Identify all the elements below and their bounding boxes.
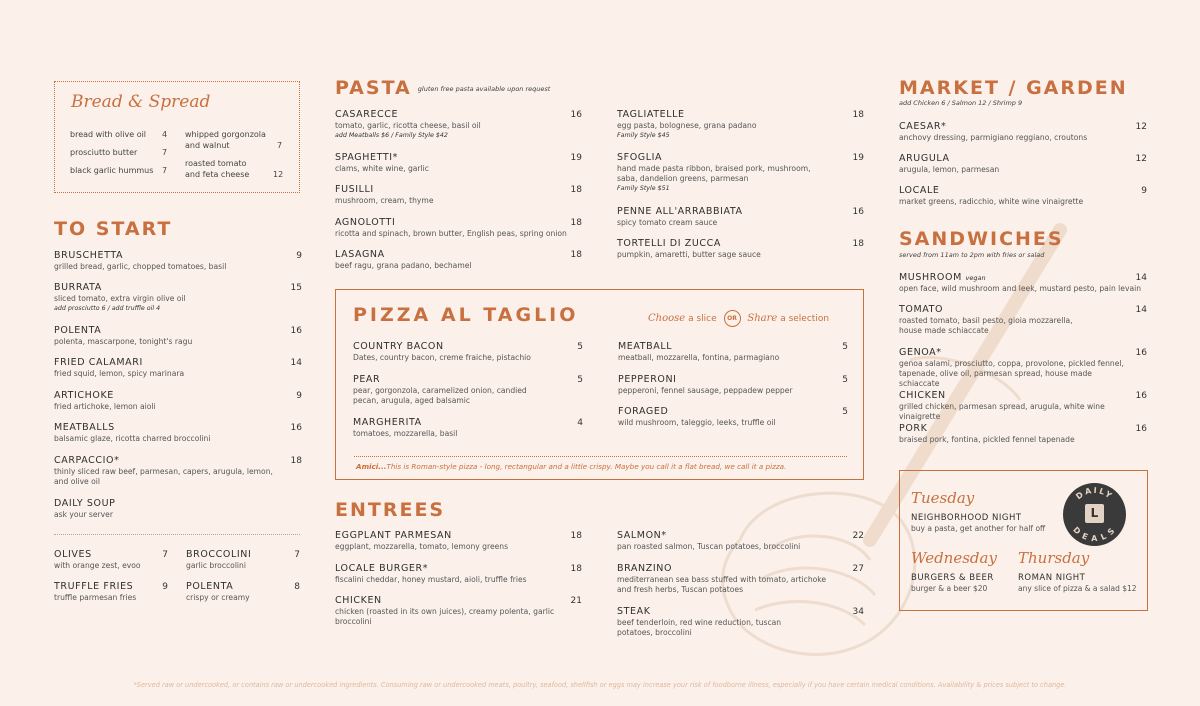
bread-item-name: prosciutto butter <box>70 148 138 157</box>
menu-item <box>54 357 302 379</box>
item-name: GENOA* <box>899 347 942 358</box>
item-desc: braised pork, fontina, pickled fennel tapenade <box>899 435 1075 444</box>
item-name: POLENTA <box>186 581 234 592</box>
tuesday-deal-name: NEIGHBORHOOD NIGHT <box>911 513 1022 523</box>
item-name: FRIED CALAMARI <box>54 357 143 368</box>
item-name: MEATBALL <box>618 341 673 352</box>
pizza-title: PIZZA AL TAGLIO <box>353 304 579 326</box>
item-desc: eggplant, mozzarella, tomato, lemony greens <box>335 542 509 551</box>
item-price: 15 <box>290 283 302 293</box>
menu-item <box>54 581 168 603</box>
item-desc: tomato, garlic, ricotta cheese, basil oil <box>335 121 481 130</box>
bread-item-price: 7 <box>162 166 168 175</box>
item-name: CHICKEN <box>899 390 946 401</box>
item-name: BRUSCHETTA <box>54 250 124 261</box>
item-price: 16 <box>852 207 864 217</box>
item-price: 16 <box>1135 391 1147 401</box>
item-name: CARPACCIO* <box>54 455 120 466</box>
pizza-footnote-text: This is Roman-style pizza - long, rectangular and a little crispy. Maybe you call it a flat bread, we call it a pizza. <box>386 462 787 471</box>
item-desc: truffle parmesan fries <box>54 593 137 602</box>
pizza-footnote <box>356 462 786 471</box>
item-price: 5 <box>577 375 583 385</box>
pizza-footnote-lead: Amici... <box>356 462 387 471</box>
item-price: 19 <box>852 153 864 163</box>
item-price: 27 <box>852 564 864 574</box>
item-name: MEATBALLS <box>54 422 115 433</box>
item-desc: pear, gorgonzola, caramelized onion, candied pecan, arugula, aged balsamic <box>353 386 527 405</box>
item-name: SALMON* <box>617 530 667 541</box>
item-desc: genoa salami, prosciutto, coppa, provolone, pickled fennel, tapenade, olive oil, parmesan spread, house made schiaccate <box>899 359 1124 388</box>
menu-item <box>617 606 864 638</box>
item-desc: wild mushroom, taleggio, leeks, truffle oil <box>618 418 776 427</box>
tuesday-deal-desc: buy a pasta, get another for half off <box>911 524 1046 533</box>
item-desc: balsamic glaze, ricotta charred broccolini <box>54 434 211 443</box>
menu-item <box>335 217 582 239</box>
bread-item-name: whipped gorgonzola <box>185 130 266 139</box>
item-name: FORAGED <box>618 406 669 417</box>
item-price: 16 <box>1135 348 1147 358</box>
tuesday-label: Tuesday <box>911 489 975 507</box>
menu-item <box>335 152 582 174</box>
item-name: SFOGLIA <box>617 152 663 163</box>
menu-item <box>353 374 583 406</box>
wednesday-deal-name: BURGERS & BEER <box>911 573 994 583</box>
menu-item <box>54 498 302 520</box>
item-desc: fiscalini cheddar, honey mustard, aioli, truffle fries <box>335 575 527 584</box>
pizza-divider <box>354 456 847 457</box>
item-desc: grilled bread, garlic, chopped tomatoes, basil <box>54 262 227 271</box>
item-price: 16 <box>1135 424 1147 434</box>
item-name: TORTELLI DI ZUCCA <box>617 238 721 249</box>
item-price: 14 <box>1135 273 1147 283</box>
daily-deals-badge <box>1063 483 1126 546</box>
item-desc: pan roasted salmon, Tuscan potatoes, broccolini <box>617 542 801 551</box>
menu-item <box>54 390 302 412</box>
menu-item <box>899 423 1147 445</box>
menu-item <box>353 341 583 363</box>
item-name: COUNTRY BACON <box>353 341 444 352</box>
badge-top-text: DAILY <box>1074 485 1115 502</box>
item-price: 8 <box>294 582 300 592</box>
bread-item-price: 12 <box>273 170 284 179</box>
item-price: 22 <box>852 531 864 541</box>
item-price: 16 <box>290 326 302 336</box>
item-name: AGNOLOTTI <box>335 217 396 228</box>
pizza-box <box>335 289 864 480</box>
pasta-note: gluten free pasta available upon request <box>417 84 551 93</box>
item-desc: beef ragu, grana padano, bechamel <box>335 261 472 270</box>
menu-item <box>335 595 582 627</box>
item-desc: meatball, mozzarella, fontina, parmagiano <box>618 353 780 362</box>
item-name: FUSILLI <box>335 184 374 195</box>
item-name: CAESAR* <box>899 121 947 132</box>
item-name: LOCALE <box>899 185 940 196</box>
item-price: 5 <box>842 407 848 417</box>
bread-item-name: and walnut <box>185 141 230 150</box>
item-desc: Dates, country bacon, creme fraiche, pistachio <box>353 353 531 362</box>
item-desc: fried artichoke, lemon aioli <box>54 402 156 411</box>
menu-item <box>618 406 848 428</box>
menu-item <box>617 530 864 552</box>
item-price: 12 <box>1135 154 1147 164</box>
item-name: BURRATA <box>54 282 102 293</box>
vegan-tag: vegan <box>965 274 986 282</box>
item-name: PORK <box>899 423 928 434</box>
menu-item <box>899 121 1147 143</box>
item-name: LOCALE BURGER* <box>335 563 429 574</box>
item-name: EGGPLANT PARMESAN <box>335 530 452 541</box>
item-desc: clams, white wine, garlic <box>335 164 429 173</box>
item-name: POLENTA <box>54 325 102 336</box>
item-name: BROCCOLINI <box>186 549 252 560</box>
item-name: PENNE ALL'ARRABBIATA <box>617 206 743 217</box>
menu-item <box>899 304 1147 336</box>
menu-item <box>335 530 582 552</box>
item-desc: pumpkin, amaretti, butter sage sauce <box>617 250 761 259</box>
item-name: LASAGNA <box>335 249 385 260</box>
item-price: 18 <box>852 110 864 120</box>
item-note: Family Style $45 <box>617 132 670 139</box>
menu-item <box>335 563 582 585</box>
menu-item <box>335 249 582 271</box>
item-desc: garlic broccolini <box>186 561 246 570</box>
item-note: Family Style $51 <box>617 185 670 192</box>
item-desc: spicy tomato cream sauce <box>617 218 718 227</box>
item-name: ARUGULA <box>899 153 950 164</box>
choose-word: Choose <box>648 313 686 324</box>
or-badge: OR <box>724 310 741 327</box>
menu-item <box>617 206 864 228</box>
item-price: 34 <box>852 607 864 617</box>
item-desc: fried squid, lemon, spicy marinara <box>54 369 185 378</box>
item-name: TAGLIATELLE <box>617 109 685 120</box>
item-desc: with orange zest, evoo <box>54 561 141 570</box>
item-desc: polenta, mascarpone, tonight's ragu <box>54 337 193 346</box>
item-price: 18 <box>290 456 302 466</box>
menu-item <box>54 250 302 272</box>
badge-letter: L <box>1085 504 1104 523</box>
item-desc: arugula, lemon, parmesan <box>899 165 1000 174</box>
menu-item <box>617 152 864 193</box>
item-price: 16 <box>570 110 582 120</box>
thursday-label: Thursday <box>1018 549 1090 567</box>
bread-section-title: Bread & Spread <box>71 92 211 112</box>
item-price: 7 <box>162 550 168 560</box>
item-price: 21 <box>570 596 582 606</box>
menu-item <box>335 184 582 206</box>
daily-deals-box <box>899 470 1148 611</box>
item-price: 5 <box>577 342 583 352</box>
market-garden-title: MARKET / GARDEN <box>899 77 1128 99</box>
menu-item <box>617 563 864 595</box>
market-note: add Chicken 6 / Salmon 12 / Shrimp 9 <box>899 99 1023 107</box>
item-name: MUSHROOM <box>899 272 962 283</box>
allergen-footer: *Served raw or undercooked, or contains raw or undercooked ingredients. Consuming raw or undercooked meats, poultry, seafood, shellfish or eggs may increase your risk of foodborne illness, especially if you have certain medical conditions. Availability & prices subject to change. <box>133 681 1067 689</box>
item-desc: anchovy dressing, parmigiano reggiano, croutons <box>899 133 1088 142</box>
menu-item <box>899 272 1147 294</box>
item-name: PEPPERONI <box>618 374 677 385</box>
item-price: 18 <box>570 250 582 260</box>
menu-item <box>899 347 1147 389</box>
pasta-title-text: PASTA <box>335 77 412 99</box>
item-price: 5 <box>842 342 848 352</box>
item-note: add prosciutto 6 / add truffle oil 4 <box>54 305 161 312</box>
item-name: TRUFFLE FRIES <box>54 581 134 592</box>
item-price: 12 <box>1135 122 1147 132</box>
menu-item <box>54 282 302 313</box>
item-name: CHICKEN <box>335 595 382 606</box>
thursday-deal-desc: any slice of pizza & a salad $12 <box>1018 584 1137 593</box>
menu-item <box>618 341 848 363</box>
item-price: 18 <box>570 531 582 541</box>
menu-item <box>353 417 583 439</box>
item-desc: beef tenderloin, red wine reduction, tuscan potatoes, broccolini <box>617 618 782 637</box>
wednesday-deal-desc: burger & a beer $20 <box>911 584 988 593</box>
item-price: 18 <box>852 239 864 249</box>
menu-item <box>186 581 300 603</box>
pizza-tagline <box>648 310 829 327</box>
a-slice-text: a slice <box>688 314 717 324</box>
wednesday-label: Wednesday <box>911 549 997 567</box>
a-selection-text: a selection <box>780 314 830 324</box>
item-name: SPAGHETTI* <box>335 152 398 163</box>
pasta-title <box>335 77 550 99</box>
item-name: PEAR <box>353 374 381 385</box>
item-price: 19 <box>570 153 582 163</box>
item-name: OLIVES <box>54 549 92 560</box>
item-desc: hand made pasta ribbon, braised pork, mushroom, saba, dandelion greens, parmesan <box>617 164 811 183</box>
bread-item-price: 7 <box>277 141 283 150</box>
item-price: 9 <box>1141 186 1147 196</box>
item-price: 9 <box>162 582 168 592</box>
item-name: BRANZINO <box>617 563 673 574</box>
item-desc: sliced tomato, extra virgin olive oil <box>54 294 186 303</box>
share-word: Share <box>747 313 778 324</box>
item-name-row <box>899 272 1147 284</box>
menu-item <box>54 549 168 571</box>
svg-text:DAILY <box>1074 486 1114 501</box>
entrees-title: ENTREES <box>335 499 446 521</box>
item-price: 7 <box>294 550 300 560</box>
item-desc: thinly sliced raw beef, parmesan, capers, arugula, lemon, and olive oil <box>54 467 273 486</box>
item-price: 18 <box>570 185 582 195</box>
bread-item-name: roasted tomato <box>185 159 247 168</box>
item-desc: roasted tomato, basil pesto, gioia mozzarella, house made schiaccate <box>899 316 1073 335</box>
item-desc: egg pasta, bolognese, grana padano <box>617 121 757 130</box>
sandwiches-note: served from 11am to 2pm with fries or salad <box>899 251 1045 259</box>
item-desc: chicken (roasted in its own juices), creamy polenta, garlic broccolini <box>335 607 555 626</box>
bread-and-spread-box <box>54 81 300 193</box>
item-price: 16 <box>290 423 302 433</box>
item-desc: ricotta and spinach, brown butter, English peas, spring onion <box>335 229 567 238</box>
item-price: 14 <box>290 358 302 368</box>
item-price: 9 <box>296 391 302 401</box>
menu-item <box>618 374 848 396</box>
divider <box>54 534 300 535</box>
menu-item <box>899 153 1147 175</box>
bread-item-name: and feta cheese <box>185 170 250 179</box>
item-price: 14 <box>1135 305 1147 315</box>
item-price: 18 <box>570 564 582 574</box>
item-price: 18 <box>570 218 582 228</box>
menu-item <box>335 109 582 140</box>
item-desc: mushroom, cream, thyme <box>335 196 434 205</box>
item-desc: mediterranean sea bass stuffed with tomato, artichoke and fresh herbs, Tuscan potatoes <box>617 575 827 594</box>
item-name: TOMATO <box>899 304 944 315</box>
item-price: 9 <box>296 251 302 261</box>
item-desc: grilled chicken, parmesan spread, arugula, white wine vinaigrette <box>899 402 1105 421</box>
bread-item-name: black garlic hummus <box>70 166 154 175</box>
item-name: DAILY SOUP <box>54 498 116 509</box>
menu-item <box>54 422 302 444</box>
item-desc: ask your server <box>54 510 113 519</box>
item-note: add Meatballs $6 / Family Style $42 <box>335 132 448 139</box>
item-name: MARGHERITA <box>353 417 422 428</box>
item-name: CASARECCE <box>335 109 399 120</box>
item-name: ARTICHOKE <box>54 390 114 401</box>
badge-bottom-text: DEALS <box>1071 525 1118 544</box>
sandwiches-title: SANDWICHES <box>899 228 1064 250</box>
item-name: STEAK <box>617 606 651 617</box>
menu-item <box>617 238 864 260</box>
thursday-deal-name: ROMAN NIGHT <box>1018 573 1086 583</box>
menu-item <box>617 109 864 140</box>
item-desc: crispy or creamy <box>186 593 250 602</box>
item-price: 5 <box>842 375 848 385</box>
menu-item <box>54 455 302 487</box>
menu-item <box>899 185 1147 207</box>
bread-item-name: bread with olive oil <box>70 130 147 139</box>
to-start-title: TO START <box>54 218 173 240</box>
item-desc: tomatoes, mozzarella, basil <box>353 429 458 438</box>
menu-item <box>186 549 300 571</box>
item-price: 4 <box>577 418 583 428</box>
svg-text:DEALS <box>1071 525 1118 543</box>
menu-item <box>899 390 1147 422</box>
item-desc: market greens, radicchio, white wine vinaigrette <box>899 197 1084 206</box>
bread-item-price: 7 <box>162 148 168 157</box>
item-desc: open face, wild mushroom and leek, mustard pesto, pain levain <box>899 284 1142 293</box>
menu-item <box>54 325 302 347</box>
item-desc: pepperoni, fennel sausage, peppadew pepper <box>618 386 793 395</box>
bread-item-price: 4 <box>162 130 168 139</box>
